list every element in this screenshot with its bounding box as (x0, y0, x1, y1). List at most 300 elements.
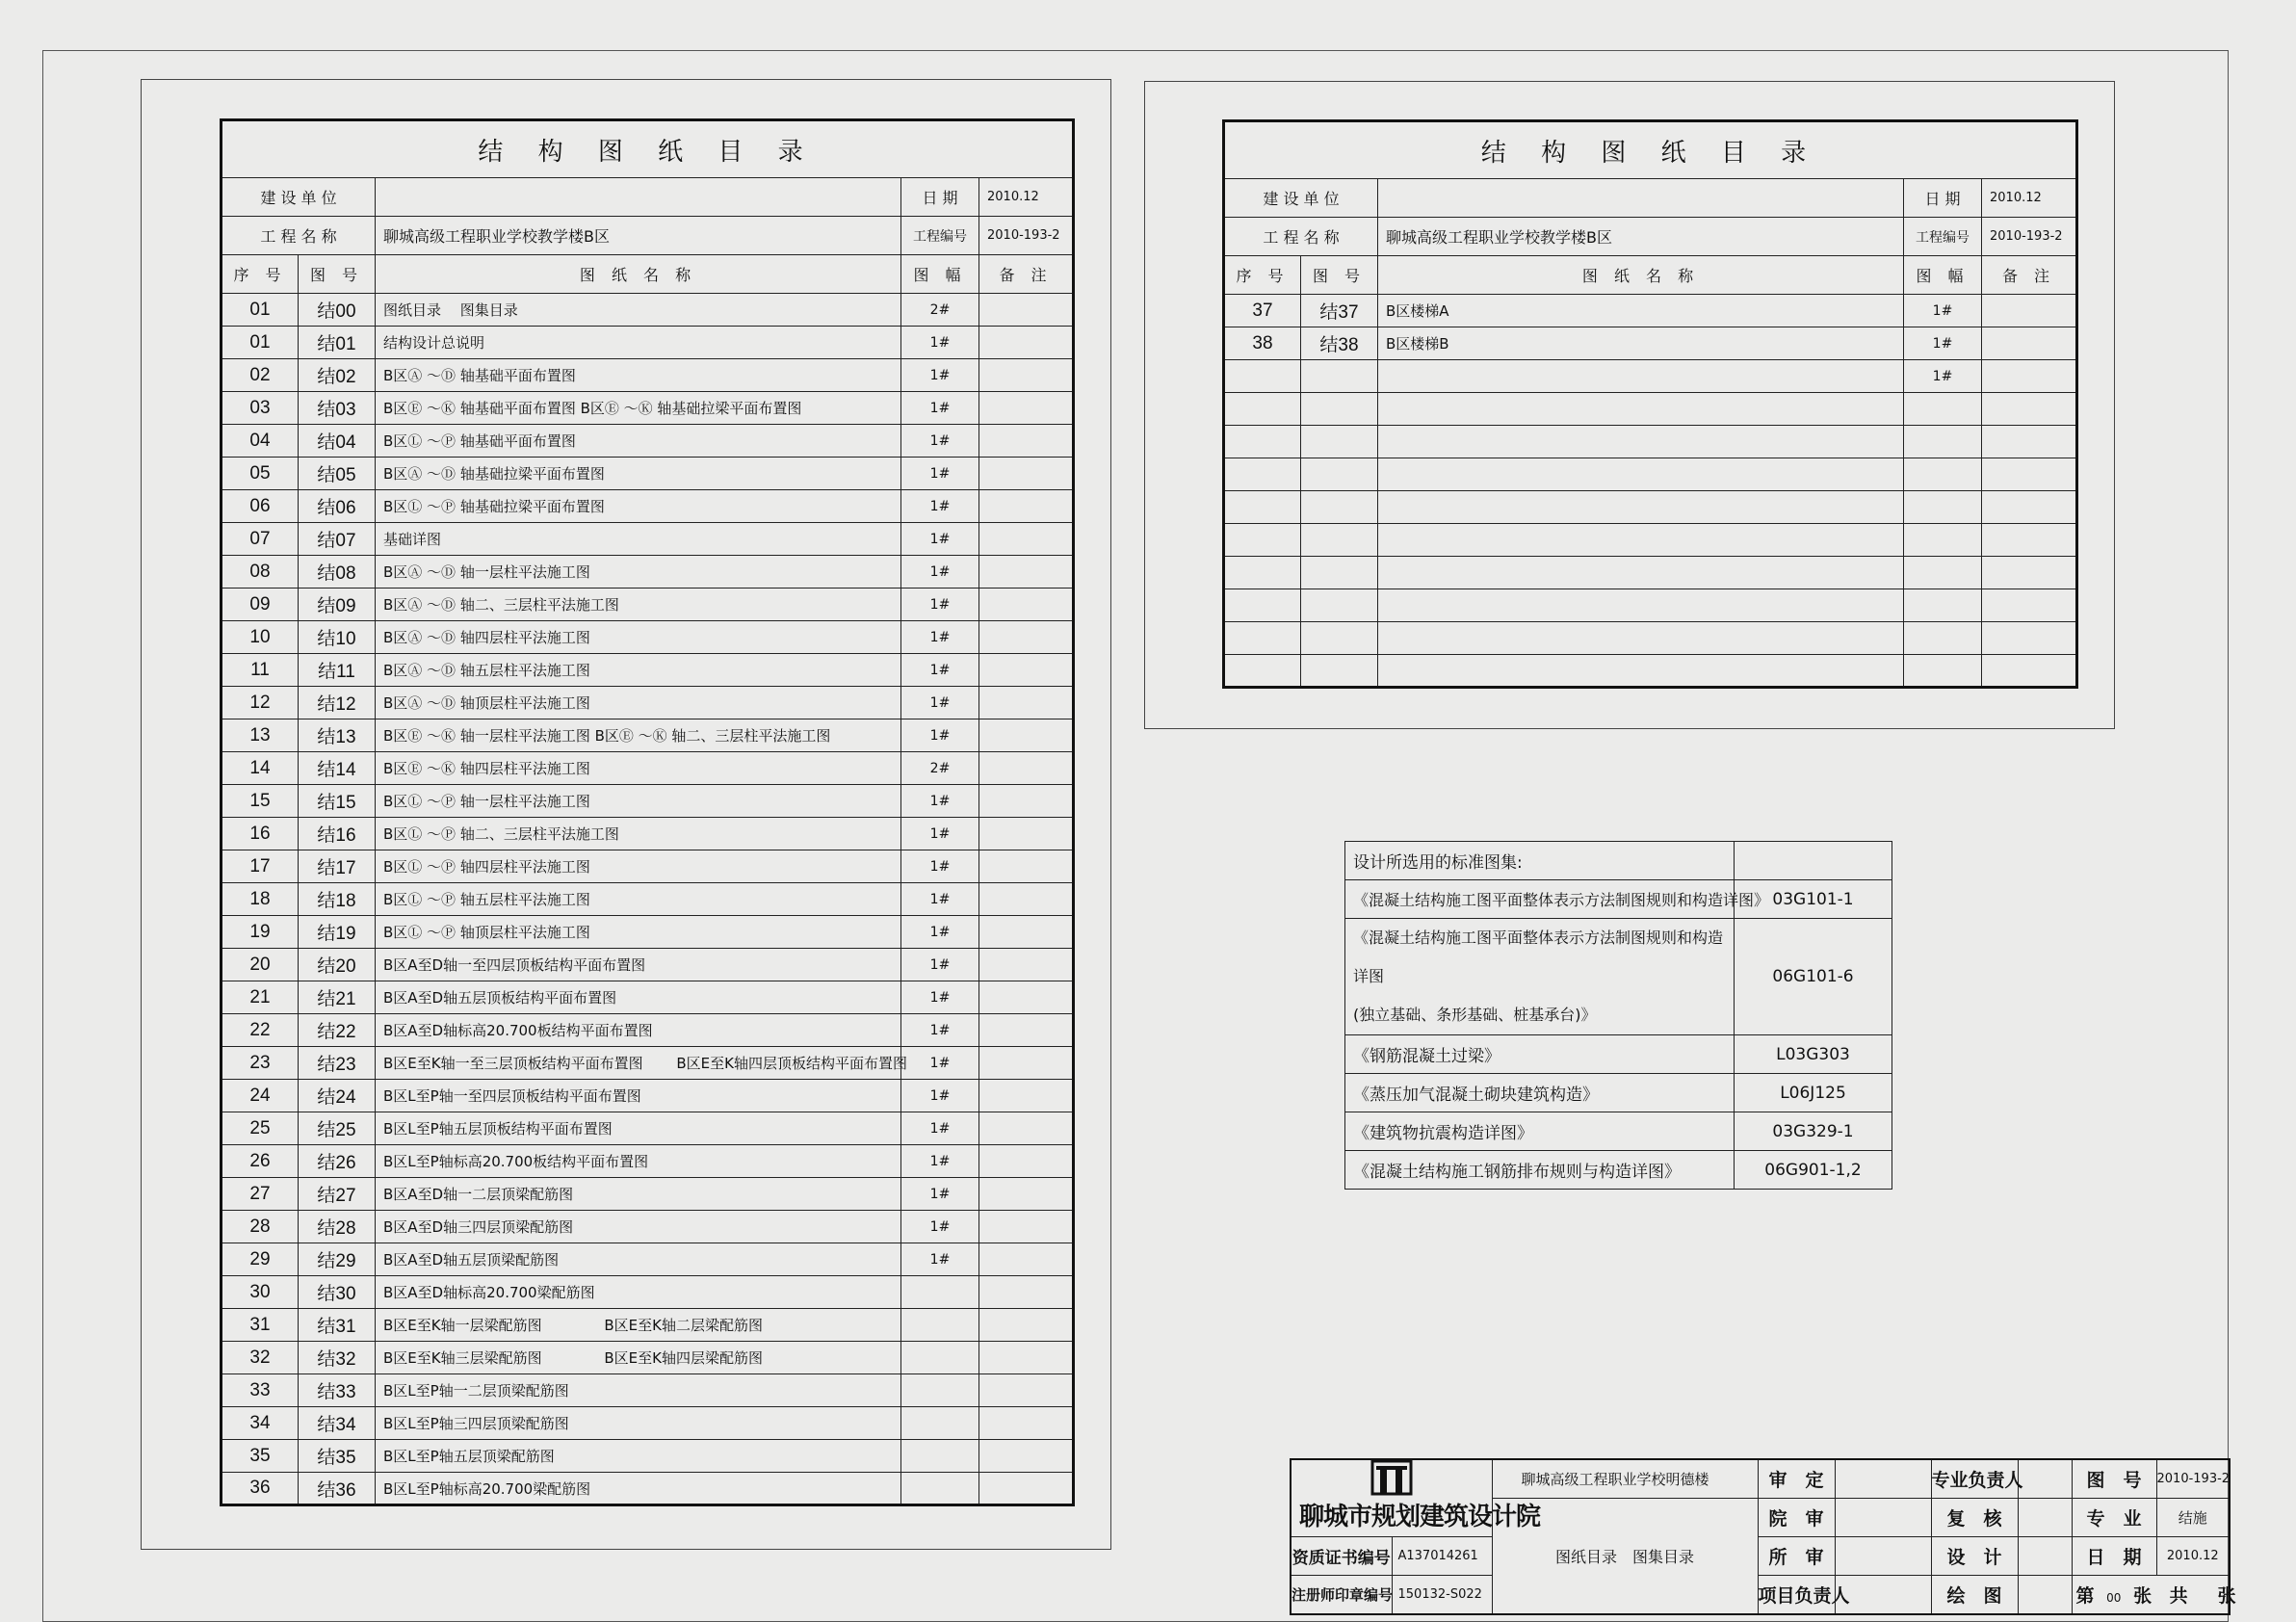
row-seq: 16 (222, 818, 299, 850)
table-row (222, 1440, 1074, 1473)
row-drawing-name: B区Ⓐ ～Ⓓ 轴五层柱平法施工图 (376, 654, 901, 687)
row-fig-no: 结01 (299, 327, 376, 359)
row-drawing-name: B区Ⓔ ～Ⓚ 轴基础平面布置图 B区Ⓔ ～Ⓚ 轴基础拉梁平面布置图 (376, 392, 901, 425)
row-sheet-size (1904, 524, 1982, 557)
row-seq: 19 (222, 916, 299, 949)
row-remark (979, 1145, 1074, 1178)
standard-code: 03G101-1 (1735, 880, 1892, 919)
table-row (222, 654, 1074, 687)
table-row (222, 883, 1074, 916)
row-remark (979, 359, 1074, 392)
row-remark (979, 949, 1074, 981)
standard-name: 《混凝土结构施工图平面整体表示方法制图规则和构造详图》 (1345, 880, 1735, 919)
standard-code: 03G329-1 (1735, 1112, 1892, 1151)
table-row (222, 1309, 1074, 1342)
row-sheet-size (1904, 393, 1982, 426)
label-unit: 建 设 单 位 (222, 178, 376, 217)
row-remark (1982, 295, 2077, 327)
date-value: 2010.12 (1982, 179, 2077, 218)
tb-sheet (2072, 1576, 2242, 1614)
table-row (222, 294, 1074, 327)
table-row (222, 392, 1074, 425)
row-seq: 28 (222, 1211, 299, 1243)
row-seq: 25 (222, 1112, 299, 1145)
table-row (222, 1145, 1074, 1178)
standard-name: 《建筑物抗震构造详图》 (1345, 1112, 1735, 1151)
standard-code: 06G101-6 (1735, 919, 1892, 1035)
row-sheet-size (1904, 622, 1982, 655)
row-drawing-name: B区A至D轴五层顶梁配筋图 (376, 1243, 901, 1276)
project-no-value: 2010-193-2 (979, 217, 1074, 255)
row-sheet-size (901, 1407, 979, 1440)
row-remark (979, 654, 1074, 687)
row-drawing-name: B区Ⓛ ～Ⓟ 轴顶层柱平法施工图 (376, 916, 901, 949)
tb-sheet-suffix: 张 共 张 (2133, 1584, 2242, 1607)
project-value: 聊城高级工程职业学校教学楼B区 (376, 217, 901, 255)
row-fig-no: 结05 (299, 458, 376, 490)
row-sheet-size (1904, 458, 1982, 491)
row-remark (1982, 622, 2077, 655)
tb-major: 结施 (2156, 1498, 2230, 1537)
tb-date: 2010.12 (2156, 1537, 2230, 1576)
tb-fig-label: 图 号 (2072, 1459, 2156, 1498)
table-row (222, 458, 1074, 490)
institute-name: 聊城市规划建筑设计院 (1299, 1503, 1541, 1531)
table-row (222, 1473, 1074, 1505)
row-sheet-size: 1# (901, 916, 979, 949)
row-remark (1982, 393, 2077, 426)
row-remark (1982, 589, 2077, 622)
header-cell: 图 纸 名 称 (376, 255, 901, 294)
unit-value (376, 178, 901, 217)
row-seq: 27 (222, 1178, 299, 1211)
row-seq: 03 (222, 392, 299, 425)
tb-major-lead: 专业负责人 (1931, 1459, 2018, 1498)
row-drawing-name: B区Ⓐ ～Ⓓ 轴一层柱平法施工图 (376, 556, 901, 589)
row-fig-no: 结14 (299, 752, 376, 785)
row-remark (1982, 491, 2077, 524)
row-seq: 38 (1224, 327, 1301, 360)
row-sheet-size: 1# (901, 425, 979, 458)
row-seq: 14 (222, 752, 299, 785)
table-row (1224, 622, 2077, 655)
tb-project: 聊城高级工程职业学校明德楼 (1492, 1459, 1758, 1498)
row-drawing-name: B区L至P轴标高20.700板结构平面布置图 (376, 1145, 901, 1178)
row-sheet-size: 1# (901, 1211, 979, 1243)
row-fig-no: 结25 (299, 1112, 376, 1145)
table-row (222, 327, 1074, 359)
project-value: 聊城高级工程职业学校教学楼B区 (1378, 218, 1904, 256)
row-sheet-size: 1# (901, 327, 979, 359)
row-remark (979, 490, 1074, 523)
row-sheet-size: 1# (901, 392, 979, 425)
row-fig-no: 结16 (299, 818, 376, 850)
row-drawing-name: B区L至P轴三四层顶梁配筋图 (376, 1407, 901, 1440)
table-row (222, 1243, 1074, 1276)
row-seq (1224, 393, 1301, 426)
row-fig-no: 结33 (299, 1374, 376, 1407)
table-row (222, 425, 1074, 458)
row-seq (1224, 655, 1301, 688)
row-seq: 13 (222, 719, 299, 752)
row-drawing-name: B区E至K轴三层梁配筋图 B区E至K轴四层梁配筋图 (376, 1342, 901, 1374)
row-sheet-size: 1# (901, 1014, 979, 1047)
row-remark (979, 523, 1074, 556)
row-sheet-size: 1# (901, 359, 979, 392)
row-seq (1224, 589, 1301, 622)
tb-approve: 审 定 (1758, 1459, 1835, 1498)
row-remark (1982, 327, 2077, 360)
table-row (1224, 393, 2077, 426)
header-cell: 备 注 (1982, 256, 2077, 295)
row-remark (979, 1473, 1074, 1505)
row-drawing-name: 结构设计总说明 (376, 327, 901, 359)
row-drawing-name: B区L至P轴一二层顶梁配筋图 (376, 1374, 901, 1407)
row-sheet-size: 1# (1904, 295, 1982, 327)
row-fig-no: 结31 (299, 1309, 376, 1342)
row-seq: 11 (222, 654, 299, 687)
table-row (1224, 458, 2077, 491)
row-sheet-size: 1# (901, 621, 979, 654)
row-drawing-name: B区Ⓛ ～Ⓟ 轴基础拉梁平面布置图 (376, 490, 901, 523)
row-fig-no (1301, 426, 1378, 458)
row-sheet-size (901, 1374, 979, 1407)
row-seq: 26 (222, 1145, 299, 1178)
standard-atlas-table (1344, 841, 1892, 1190)
row-remark (1982, 524, 2077, 557)
row-sheet-size: 1# (901, 490, 979, 523)
header-row (1224, 256, 2077, 295)
row-sheet-size: 1# (901, 1047, 979, 1080)
row-drawing-name: B区楼梯A (1378, 295, 1904, 327)
row-seq: 23 (222, 1047, 299, 1080)
row-fig-no (1301, 458, 1378, 491)
row-seq (1224, 524, 1301, 557)
row-remark (979, 1440, 1074, 1473)
table-row (222, 949, 1074, 981)
row-remark (979, 1080, 1074, 1112)
row-fig-no: 结38 (1301, 327, 1378, 360)
table-row (222, 850, 1074, 883)
row-drawing-name: B区L至P轴标高20.700梁配筋图 (376, 1473, 901, 1505)
table-row (1224, 557, 2077, 589)
label-date: 日 期 (901, 178, 979, 217)
row-seq: 01 (222, 294, 299, 327)
tb-sheet-no: 00 (2106, 1590, 2122, 1605)
row-drawing-name: B区楼梯B (1378, 327, 1904, 360)
row-fig-no: 结17 (299, 850, 376, 883)
row-seq: 29 (222, 1243, 299, 1276)
row-fig-no: 结29 (299, 1243, 376, 1276)
row-remark (979, 1276, 1074, 1309)
row-drawing-name: B区A至D轴一至四层顶板结构平面布置图 (376, 949, 901, 981)
tb-check: 复 核 (1931, 1498, 2018, 1537)
row-remark (979, 1112, 1074, 1145)
row-drawing-name (1378, 655, 1904, 688)
row-remark (979, 1243, 1074, 1276)
table-row (222, 818, 1074, 850)
tb-date-label: 日 期 (2072, 1537, 2156, 1576)
row-seq: 34 (222, 1407, 299, 1440)
table-row (222, 621, 1074, 654)
row-drawing-name: B区Ⓛ ～Ⓟ 轴五层柱平法施工图 (376, 883, 901, 916)
row-seq: 31 (222, 1309, 299, 1342)
row-drawing-name: B区Ⓔ ～Ⓚ 轴四层柱平法施工图 (376, 752, 901, 785)
row-remark (979, 1047, 1074, 1080)
row-remark (1982, 360, 2077, 393)
row-seq: 10 (222, 621, 299, 654)
table-row (222, 490, 1074, 523)
table-row (222, 1014, 1074, 1047)
row-seq: 22 (222, 1014, 299, 1047)
row-drawing-name (1378, 589, 1904, 622)
row-remark (979, 752, 1074, 785)
row-fig-no: 结20 (299, 949, 376, 981)
row-drawing-name (1378, 458, 1904, 491)
tb-cert-no: A137014261 (1392, 1537, 1492, 1576)
row-drawing-name: B区A至D轴标高20.700梁配筋图 (376, 1276, 901, 1309)
row-fig-no: 结03 (299, 392, 376, 425)
table-row (1224, 524, 2077, 557)
row-fig-no (1301, 360, 1378, 393)
row-remark (979, 392, 1074, 425)
table-row (222, 916, 1074, 949)
row-drawing-name: B区E至K轴一至三层顶板结构平面布置图 B区E至K轴四层顶板结构平面布置图 (376, 1047, 901, 1080)
row-sheet-size: 1# (901, 458, 979, 490)
row-sheet-size: 1# (901, 556, 979, 589)
row-drawing-name: B区Ⓐ ～Ⓓ 轴基础拉梁平面布置图 (376, 458, 901, 490)
row-fig-no: 结34 (299, 1407, 376, 1440)
row-drawing-name: B区Ⓐ ～Ⓓ 轴顶层柱平法施工图 (376, 687, 901, 719)
row-sheet-size: 1# (901, 785, 979, 818)
row-fig-no (1301, 589, 1378, 622)
row-fig-no: 结12 (299, 687, 376, 719)
row-sheet-size: 1# (901, 818, 979, 850)
row-remark (979, 1407, 1074, 1440)
table-row (1224, 655, 2077, 688)
row-fig-no: 结18 (299, 883, 376, 916)
table-row (222, 1342, 1074, 1374)
table-row (222, 523, 1074, 556)
table-row (222, 1178, 1074, 1211)
standard-name: 《钢筋混凝土过梁》 (1345, 1035, 1735, 1074)
row-seq: 09 (222, 589, 299, 621)
header-cell: 图 号 (1301, 256, 1378, 295)
row-sheet-size: 1# (901, 1145, 979, 1178)
row-remark (979, 1211, 1074, 1243)
row-fig-no: 结32 (299, 1342, 376, 1374)
row-seq: 36 (222, 1473, 299, 1505)
header-cell: 图 幅 (901, 255, 979, 294)
row-seq (1224, 426, 1301, 458)
row-drawing-name (1378, 426, 1904, 458)
row-sheet-size: 1# (901, 589, 979, 621)
row-remark (979, 850, 1074, 883)
row-fig-no: 结08 (299, 556, 376, 589)
row-seq: 02 (222, 359, 299, 392)
row-seq: 04 (222, 425, 299, 458)
row-sheet-size: 1# (901, 523, 979, 556)
table-row (222, 752, 1074, 785)
tb-review: 院 审 (1758, 1498, 1835, 1537)
row-drawing-name: B区A至D轴一二层顶梁配筋图 (376, 1178, 901, 1211)
row-remark (979, 1014, 1074, 1047)
row-fig-no: 结37 (1301, 295, 1378, 327)
row-drawing-name (1378, 491, 1904, 524)
row-fig-no: 结22 (299, 1014, 376, 1047)
header-cell: 图 纸 名 称 (1378, 256, 1904, 295)
row-sheet-size (901, 1309, 979, 1342)
row-remark (979, 1178, 1074, 1211)
row-seq (1224, 360, 1301, 393)
standard-name: 《蒸压加气混凝土砌块建筑构造》 (1345, 1074, 1735, 1112)
row-remark (979, 458, 1074, 490)
row-seq (1224, 557, 1301, 589)
row-remark (979, 621, 1074, 654)
row-fig-no: 结26 (299, 1145, 376, 1178)
table-row (1224, 589, 2077, 622)
row-remark (979, 556, 1074, 589)
row-sheet-size (1904, 491, 1982, 524)
standards-title: 设计所选用的标准图集: (1345, 842, 1735, 880)
header-cell: 序 号 (1224, 256, 1301, 295)
row-drawing-name: B区A至D轴五层顶板结构平面布置图 (376, 981, 901, 1014)
row-fig-no: 结24 (299, 1080, 376, 1112)
row-fig-no (1301, 491, 1378, 524)
header-cell: 序 号 (222, 255, 299, 294)
row-remark (979, 589, 1074, 621)
row-seq: 37 (1224, 295, 1301, 327)
row-drawing-name: B区Ⓛ ～Ⓟ 轴二、三层柱平法施工图 (376, 818, 901, 850)
label-project: 工 程 名 称 (222, 217, 376, 255)
table-row (222, 687, 1074, 719)
table-row (222, 1047, 1074, 1080)
row-remark (1982, 458, 2077, 491)
row-drawing-name: B区Ⓐ ～Ⓓ 轴基础平面布置图 (376, 359, 901, 392)
row-drawing-name: B区A至D轴三四层顶梁配筋图 (376, 1211, 901, 1243)
row-drawing-name: B区Ⓛ ～Ⓟ 轴四层柱平法施工图 (376, 850, 901, 883)
label-unit: 建 设 单 位 (1224, 179, 1378, 218)
row-sheet-size: 1# (901, 1112, 979, 1145)
row-sheet-size: 1# (1904, 360, 1982, 393)
row-seq: 21 (222, 981, 299, 1014)
table-row (222, 785, 1074, 818)
row-seq: 24 (222, 1080, 299, 1112)
header-row (222, 255, 1074, 294)
right-catalog-table (1222, 119, 2078, 689)
row-fig-no (1301, 524, 1378, 557)
table-row (1224, 426, 2077, 458)
row-sheet-size (901, 1440, 979, 1473)
row-seq: 17 (222, 850, 299, 883)
row-seq: 20 (222, 949, 299, 981)
row-drawing-name (1378, 524, 1904, 557)
tb-sheet-prefix: 第 (2075, 1584, 2095, 1607)
row-drawing-name: B区L至P轴一至四层顶板结构平面布置图 (376, 1080, 901, 1112)
row-sheet-size: 1# (901, 981, 979, 1014)
header-cell: 图 幅 (1904, 256, 1982, 295)
row-sheet-size (901, 1276, 979, 1309)
table-row (1224, 491, 2077, 524)
row-seq: 32 (222, 1342, 299, 1374)
row-seq: 07 (222, 523, 299, 556)
table-row (222, 556, 1074, 589)
row-seq: 35 (222, 1440, 299, 1473)
table-row (222, 981, 1074, 1014)
row-fig-no: 结36 (299, 1473, 376, 1505)
row-remark (1982, 557, 2077, 589)
row-sheet-size: 1# (1904, 327, 1982, 360)
row-seq: 06 (222, 490, 299, 523)
header-cell: 备 注 (979, 255, 1074, 294)
institute-logo-icon (1371, 1460, 1412, 1495)
row-sheet-size: 1# (901, 1178, 979, 1211)
standard-name: 《混凝土结构施工钢筋排布规则与构造详图》 (1345, 1151, 1735, 1190)
row-drawing-name (1378, 393, 1904, 426)
label-date: 日 期 (1904, 179, 1982, 218)
row-seq (1224, 622, 1301, 655)
left-catalog-table (220, 118, 1075, 1506)
tb-design: 设 计 (1931, 1537, 2018, 1576)
row-sheet-size: 1# (901, 850, 979, 883)
row-drawing-name: B区L至P轴五层顶板结构平面布置图 (376, 1112, 901, 1145)
tb-drawing-title: 图纸目录 图集目录 (1492, 1498, 1758, 1614)
label-project-no: 工程编号 (901, 217, 979, 255)
row-drawing-name: B区Ⓛ ～Ⓟ 轴一层柱平法施工图 (376, 785, 901, 818)
label-project-no: 工程编号 (1904, 218, 1982, 256)
row-fig-no: 结27 (299, 1178, 376, 1211)
row-seq: 33 (222, 1374, 299, 1407)
row-sheet-size: 1# (901, 654, 979, 687)
label-project: 工 程 名 称 (1224, 218, 1378, 256)
table-row (222, 1112, 1074, 1145)
row-fig-no (1301, 622, 1378, 655)
unit-value (1378, 179, 1904, 218)
row-sheet-size: 1# (901, 1080, 979, 1112)
row-remark (979, 1342, 1074, 1374)
row-fig-no: 结06 (299, 490, 376, 523)
title-block (1290, 1458, 2242, 1615)
row-fig-no: 结13 (299, 719, 376, 752)
table-row (1224, 327, 2077, 360)
row-fig-no: 结11 (299, 654, 376, 687)
row-seq: 30 (222, 1276, 299, 1309)
row-sheet-size: 1# (901, 687, 979, 719)
standard-code: L03G303 (1735, 1035, 1892, 1074)
row-fig-no: 结09 (299, 589, 376, 621)
table-row (222, 1407, 1074, 1440)
tb-fig-no: 2010-193-2 (2156, 1459, 2230, 1498)
row-drawing-name (1378, 622, 1904, 655)
institute-cell (1291, 1459, 1541, 1537)
row-sheet-size: 1# (901, 949, 979, 981)
table-row (1224, 295, 2077, 327)
table-row (222, 589, 1074, 621)
tb-chief: 所 审 (1758, 1537, 1835, 1576)
date-value: 2010.12 (979, 178, 1074, 217)
row-sheet-size: 1# (901, 1243, 979, 1276)
row-remark (979, 818, 1074, 850)
row-sheet-size (901, 1473, 979, 1505)
catalog-title: 结 构 图 纸 目 录 (1224, 121, 2077, 179)
row-drawing-name: B区Ⓐ ～Ⓓ 轴二、三层柱平法施工图 (376, 589, 901, 621)
tb-proj-lead: 项目负责人 (1758, 1576, 1835, 1614)
row-drawing-name: B区Ⓐ ～Ⓓ 轴四层柱平法施工图 (376, 621, 901, 654)
row-sheet-size: 1# (901, 883, 979, 916)
row-sheet-size (1904, 655, 1982, 688)
row-drawing-name: 基础详图 (376, 523, 901, 556)
tb-cert-label: 资质证书编号 (1291, 1537, 1392, 1576)
